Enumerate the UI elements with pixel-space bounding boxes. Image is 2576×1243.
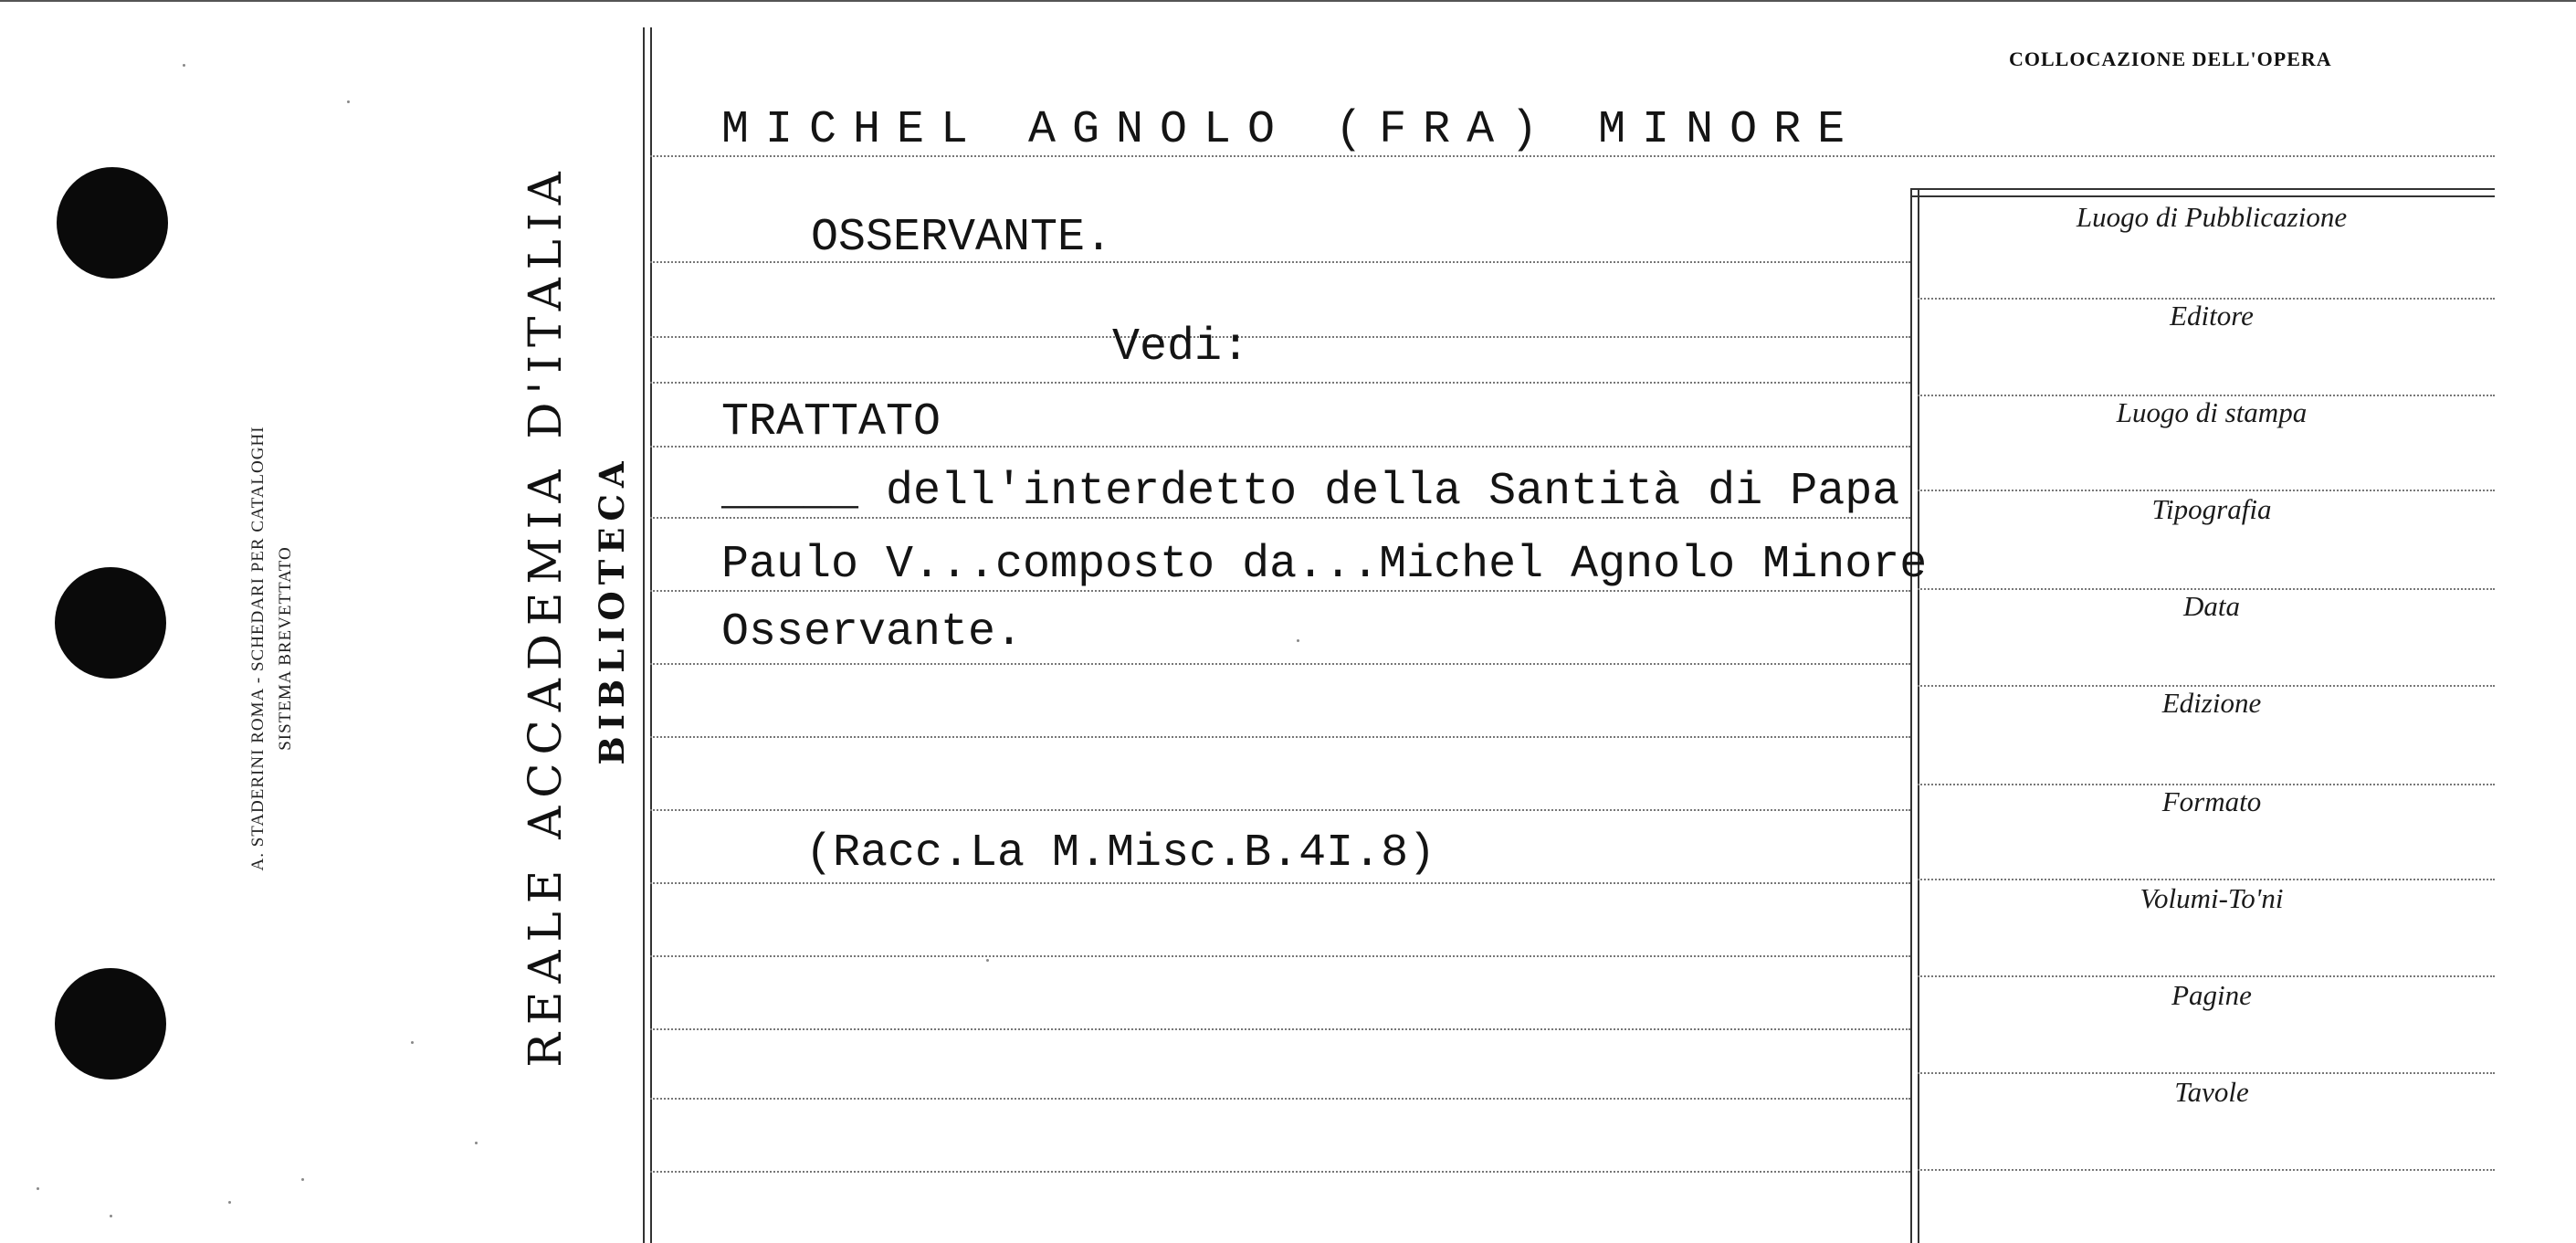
title-repeat-dash: _____ [721, 466, 859, 518]
author-heading-line1: MICHEL AGNOLO (FRA) MINORE [721, 104, 1862, 156]
printer-imprint-line1: A. STADERINI ROMA - SCHEDARI PER CATALOGHI [248, 426, 268, 871]
title-line2: Paulo V...composto da...Michel Agnolo Minore [721, 539, 1928, 591]
panel-ruled-line [1918, 1169, 2495, 1171]
panel-ruled-line [1918, 490, 2495, 491]
scan-speck [1297, 639, 1299, 642]
left-border-inner [650, 27, 652, 1243]
panel-top-border-2 [1910, 195, 2495, 197]
ruled-line [650, 663, 1910, 665]
binder-hole-bottom [55, 968, 166, 1080]
collocazione-header: COLLOCAZIONE DELL'OPERA [2009, 47, 2332, 70]
ruled-line [650, 736, 1910, 738]
field-edizione: Edizione [2161, 687, 2262, 719]
field-formato: Formato [2161, 785, 2262, 817]
scan-speck [37, 1187, 39, 1190]
scan-speck [347, 100, 350, 103]
field-volumi-tomi: Volumi-To'ni [2140, 882, 2284, 914]
ruled-line [650, 809, 1910, 811]
field-luogo-pubblicazione: Luogo di Pubblicazione [2076, 201, 2348, 233]
author-heading-line2: OSSERVANTE. [811, 212, 1113, 264]
scan-speck [183, 64, 185, 67]
ruled-line [650, 1171, 1910, 1173]
ruled-line [650, 1028, 1910, 1030]
panel-ruled-line [1918, 1072, 2495, 1074]
field-tipografia: Tipografia [2151, 493, 2272, 525]
field-editore: Editore [2170, 300, 2254, 332]
ruled-line [650, 382, 1910, 384]
panel-ruled-line [1918, 975, 2495, 977]
field-data: Data [2183, 590, 2240, 622]
title-line3: Osservante. [721, 606, 1024, 658]
title-entry-word: TRATTATO [721, 396, 941, 448]
scan-speck [411, 1041, 414, 1044]
ruled-line [650, 336, 1910, 338]
binder-hole-middle [55, 567, 166, 679]
printer-imprint-line2: SISTEMA BREVETTATO [276, 546, 295, 751]
scan-speck [475, 1142, 478, 1144]
binder-hole-top [57, 167, 168, 279]
shelfmark: (Racc.La M.Misc.B.4I.8) [805, 827, 1436, 880]
field-tavole: Tavole [2174, 1076, 2249, 1108]
scan-speck [110, 1215, 112, 1217]
department-name: BIBLIOTECA [592, 455, 632, 765]
institution-name: REALE ACCADEMIA D'ITALIA [519, 163, 572, 1068]
panel-ruled-line [1918, 879, 2495, 880]
panel-top-border-1 [1910, 188, 2495, 190]
scan-speck [228, 1201, 231, 1204]
printer-imprint [245, 347, 300, 950]
scan-speck [986, 959, 989, 962]
ruled-line [650, 955, 1910, 957]
ruled-line [650, 882, 1910, 884]
see-reference-label: Vedi: [1112, 321, 1250, 374]
field-pagine: Pagine [2171, 979, 2252, 1011]
title-line1-text: dell'interdetto della Santità di Papa [858, 466, 1900, 518]
card-top-edge [0, 0, 2576, 2]
ruled-line [650, 1098, 1910, 1100]
left-border-outer [643, 27, 645, 1243]
scan-speck [301, 1178, 304, 1181]
field-luogo-stampa: Luogo di stampa [2116, 396, 2308, 428]
title-line1 [721, 466, 1899, 518]
